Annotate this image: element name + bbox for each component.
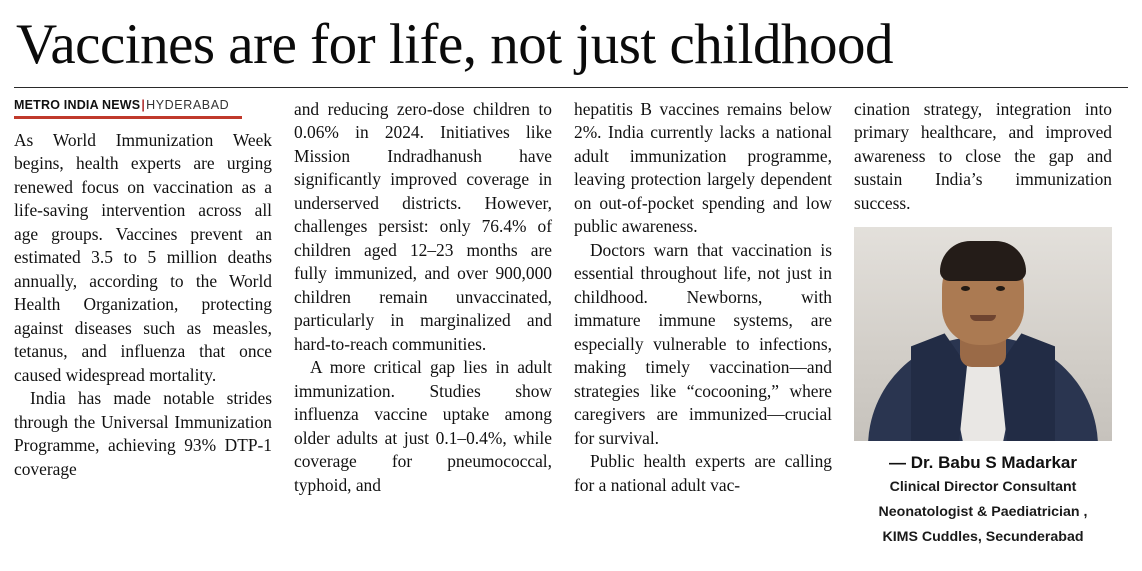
- byline-city: HYDERABAD: [146, 98, 230, 112]
- credit-name: — Dr. Babu S Madarkar: [888, 453, 1077, 473]
- paragraph: A more critical gap lies in adult immunization. Studies show influenza vaccine uptake among older adults at just 0.1–0.4%, while coverage for pneumococcal, typhoid, and: [294, 357, 552, 495]
- photo-hair: [940, 241, 1026, 281]
- credit-role-line-1: Clinical Director Consultant: [889, 479, 1077, 496]
- photo-mouth: [970, 315, 996, 321]
- byline-separator: |: [141, 98, 146, 112]
- credit-role-line-2: Neonatologist & Paediatrician ,: [878, 504, 1088, 521]
- paragraph: As World Immunization Week begins, health experts are urging renewed focus on vaccination as a life-saving intervention across all age groups. Vaccines prevent an estimated 3.5 to 5 million deaths annually, according to the World Health Organization, protecting against diseases such as measles, tetanus, and influenza that once caused widespread mortality.: [14, 130, 272, 385]
- byline: [14, 98, 272, 112]
- column-2: [294, 98, 552, 547]
- paragraph: Doctors warn that vaccination is essential throughout life, not just in childhood. Newborns, with immature immune systems, are especially vulnerable to infections, making timely vaccination—and strategies like “cocooning,” where caregivers are immunized—crucial for survival.: [574, 239, 832, 448]
- column-3: [574, 98, 832, 547]
- paragraph: and reducing zero-dose children to 0.06% in 2024. Initiatives like Mission Indradhanush have significantly improved coverage in underserved districts. However, challenges persist: only 76.4% of children aged 12–23 months are fully immunized, and over 900,000 children remain unvaccinated, particularly in marginalized and hard-to-reach communities.: [294, 99, 552, 354]
- paragraph: hepatitis B vaccines remains below 2%. India currently lacks a national adult immunization programme, leaving protection largely dependent on out-of-pocket spending and low public awareness.: [574, 99, 832, 237]
- photo-credit: [854, 453, 1112, 547]
- byline-underline: [14, 116, 242, 119]
- page-title: Vaccines are for life, not just childhood: [16, 13, 893, 76]
- byline-agency: METRO INDIA NEWS: [14, 98, 141, 112]
- column-4: [854, 98, 1112, 547]
- headline-divider: [14, 87, 1128, 88]
- column-1: [14, 98, 272, 547]
- paragraph: Public health experts are calling for a national adult vac-: [574, 451, 832, 495]
- article-columns: [14, 98, 1128, 547]
- paragraph: India has made notable strides through the Universal Immunization Programme, achieving 93% DTP-1 coverage: [14, 388, 272, 479]
- portrait-photo: [854, 227, 1112, 441]
- paragraph: cination strategy, integration into primary healthcare, and improved awareness to close the gap and sustain India’s immunization success.: [854, 99, 1112, 213]
- credit-role-line-3: KIMS Cuddles, Secunderabad: [882, 528, 1084, 545]
